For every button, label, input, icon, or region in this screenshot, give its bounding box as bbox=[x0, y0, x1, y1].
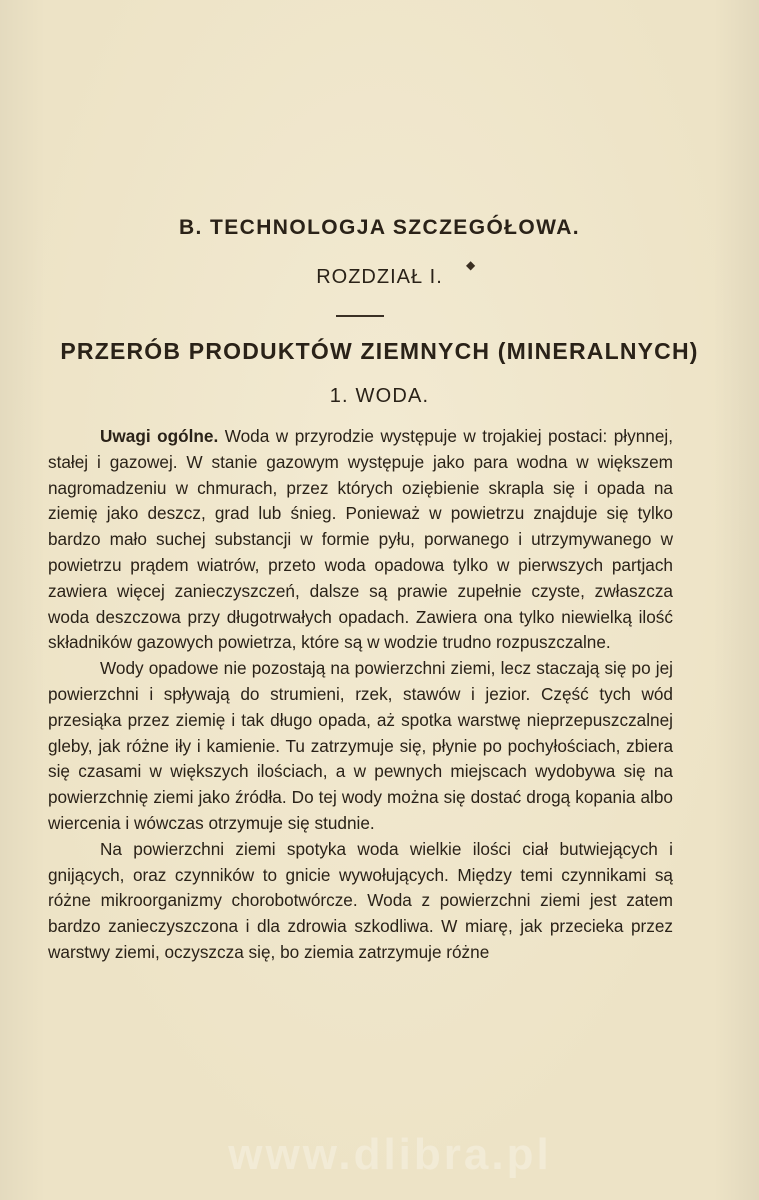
paragraph: Wody opadowe nie pozostają na powierzchni ziemi, lecz staczają się po jej powierzchni i spływają do strumieni, rzek, stawów i jezior. Część tych wód przesiąka przez ziemię i tak długo opada, aż spotka warstwę nieprzepuszczalnej gleby, jak różne iły i kamienie. Tu zatrzymuje się, płynie po pochyłościach, zbiera się czasami w większych ilościach, a w pewnych miejscach wydobywa się na powierzchnię ziemi jako źródła. Do tej wody można się dostać drogą kopania albo wiercenia i wówczas otrzymuje się studnie. bbox=[48, 658, 673, 833]
paragraph bbox=[48, 424, 673, 656]
subsection-title: 1. WODA. bbox=[329, 385, 430, 407]
chapter-title: PRZERÓB PRODUKTÓW ZIEMNYCH (MINERALNYCH) bbox=[60, 338, 699, 364]
chapter-label: ROZDZIAŁ I. bbox=[316, 266, 443, 288]
paragraph-lead: Uwagi ogólne. bbox=[100, 426, 219, 446]
paragraph-text: Woda w przyrodzie występuje w trojakiej postaci: płynnej, stałej i gazowej. W stanie gazowym występuje jako para wodna w większem nagromadzeniu w chmurach, przez których oziębienie skrapla się i opada na ziemię jako deszcz, grad lub śnieg. Ponieważ w powietrzu znajduje się tylko bardzo mało suchej substancji w formie pyłu, porwanego i utrzymywanego w powietrzu prądem wiatrów, przeto woda opadowa tylko w pierwszych partjach zawiera więcej zanieczyszczeń, dalsze są prawie zupełnie czyste, zwłaszcza woda deszczowa przy długotrwałych opadach. Zawiera ona tylko niewielką ilość składników gazowych powietrza, które są w wodzie trudno rozpuszczalne. bbox=[48, 426, 673, 653]
watermark: www.dlibra.pl bbox=[228, 1130, 552, 1179]
section-title: B. TECHNOLOGJA SZCZEGÓŁOWA. bbox=[178, 216, 581, 239]
paragraph: Na powierzchni ziemi spotyka woda wielkie ilości ciał butwiejących i gnijących, oraz czynników to gnicie wywołujących. Między temi czynnikami są różne mikroorganizmy chorobotwórcze. Woda z powierzchni ziemi jest zatem bardzo zanieczyszczona i dla zdrowia szkodliwa. W miarę, jak przecieka przez warstwy ziemi, oczyszcza się, bo ziemia zatrzymuje różne bbox=[48, 838, 673, 962]
ink-mark-ornament: ◆ bbox=[466, 258, 476, 272]
divider-rule bbox=[336, 315, 384, 317]
body-text bbox=[48, 424, 673, 966]
